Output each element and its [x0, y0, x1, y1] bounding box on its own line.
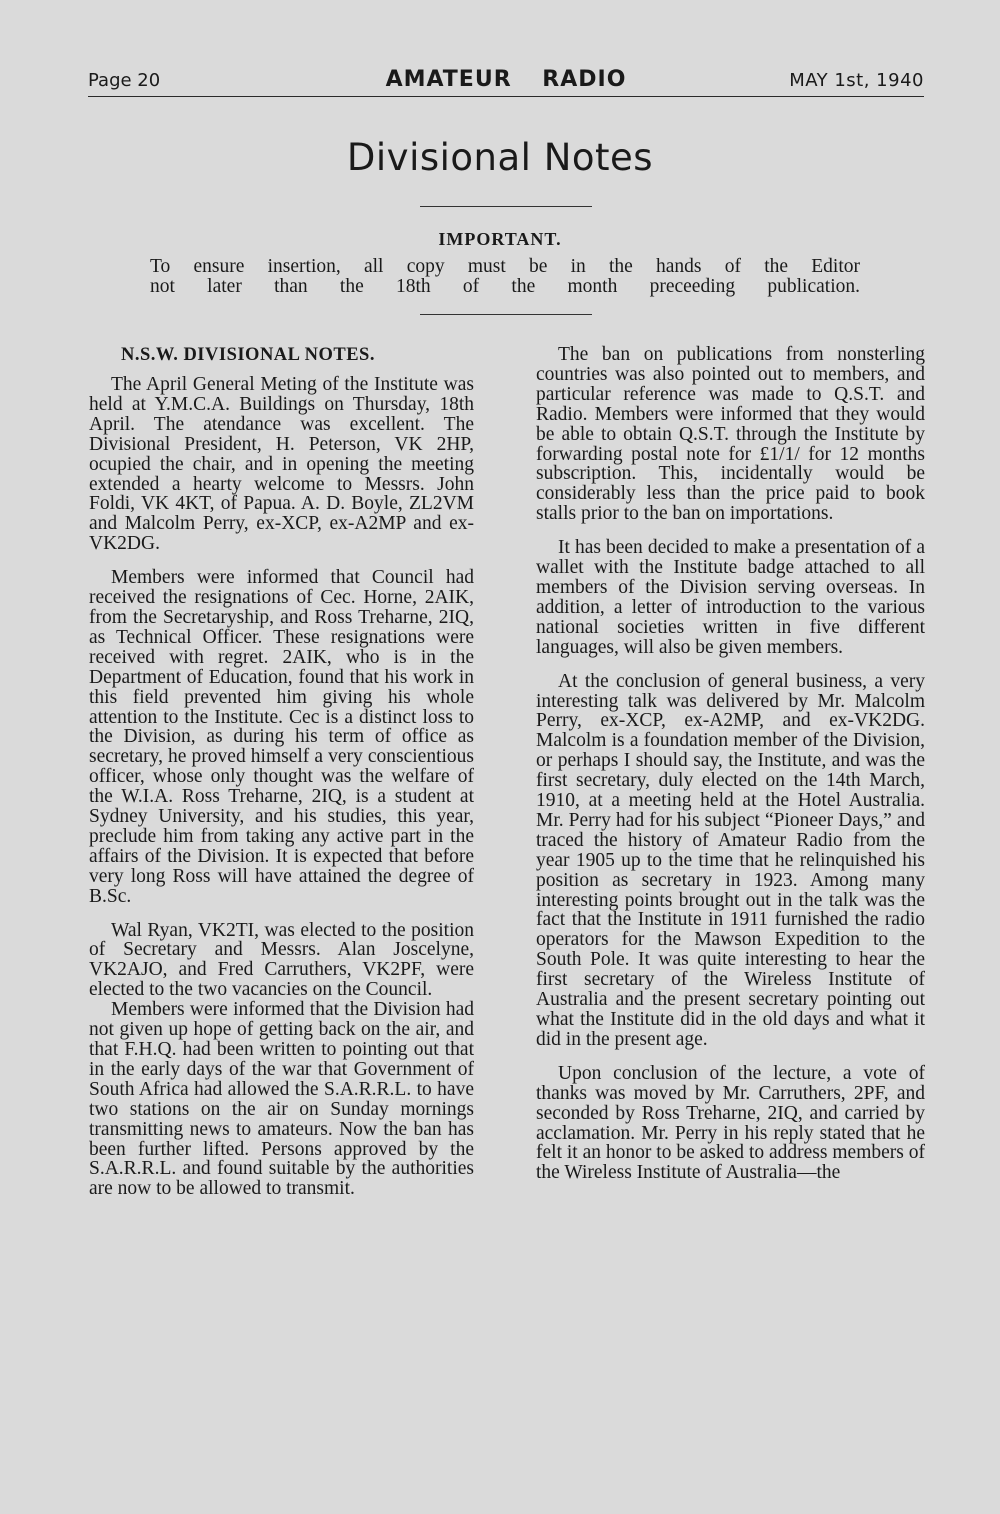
left-column	[89, 345, 474, 1213]
publication-title: AMATEUR RADIO	[385, 67, 627, 92]
notice-line: not later than the 18th of the month preceeding publication.	[150, 276, 860, 297]
running-header	[88, 66, 924, 97]
article-paragraph: It has been decided to make a presentation of a wallet with the Institute badge attached to all members of the Division serving overseas. In addition, a letter of introduction to the various national societies written in five different languages, will also be given members.	[536, 537, 925, 658]
article-paragraph: At the conclusion of general business, a very interesting talk was delivered by Mr. Malcolm Perry, ex-XCP, ex-A2MP, and ex-VK2DG. Malcolm is a foundation member of the Division, or perhaps I should say, the Institute, and was the first secretary, duly elected on the 14th March, 1910, at a meeting held at the Hotel Australia. Mr. Perry had for his subject “Pioneer Days,” and traced the history of Amateur Radio from the year 1905 up to the time that he relinquished his position as secretary in 1923. Among many interesting points brought out in the talk was the fact that the Institute in 1911 furnished the radio operators for the Mawson Expedition to the South Pole. It was quite interesting to hear the first secretary of the Wireless Institute of Australia and the present secretary pointing out what the Institute did in the old days and what it did in the present age.	[536, 670, 925, 1050]
right-column	[536, 345, 925, 1197]
article-paragraph: Wal Ryan, VK2TI, was elected to the position of Secretary and Messrs. Alan Joscelyne, VK2AJO, and Fred Carruthers, VK2PF, were elected to the two vacancies on the Council.	[89, 919, 474, 1001]
article-paragraph: Members were informed that the Division had not given up hope of getting back on the air, and that F.H.Q. had been written to pointing out that in the early days of the war that Government of South Africa had allowed the S.A.R.R.L. to have two stations on the air on Sunday mornings transmitting news to amateurs. Now the ban has been further lifted. Persons approved by the S.A.R.R.L. and found suitable by the authorities are now to be allowed to transmit.	[89, 999, 474, 1200]
notice-heading: IMPORTANT.	[438, 229, 562, 249]
article-paragraph: The ban on publications from nonsterling countries was also pointed out to members, and particular reference was made to Q.S.T. and Radio. Members were informed that they would be able to obtain Q.S.T. through the Institute by forwarding postal note for £1/1/ for 12 months subscription. This, incidentally would be considerably less than the price paid to book stalls prior to the ban on importations.	[536, 344, 925, 525]
divider-bottom	[420, 314, 592, 315]
divider-top	[420, 206, 592, 207]
page-title: Divisional Notes	[346, 136, 654, 179]
section-heading: N.S.W. DIVISIONAL NOTES.	[121, 345, 375, 365]
article-paragraph: The April General Meting of the Institute was held at Y.M.C.A. Buildings on Thursday, 18th April. The atendance was excellent. The Divisional President, H. Peterson, VK 2HP, ocupied the chair, and in opening the meeting extended a hearty welcome to Messrs. John Foldi, VK 4KT, of Papua. A. D. Boyle, ZL2VM and Malcolm Perry, ex-XCP, ex-A2MP and ex-VK2DG.	[89, 374, 474, 555]
page-number: Page 20	[88, 70, 161, 91]
article-paragraph: Upon conclusion of the lecture, a vote of thanks was moved by Mr. Carruthers, 2PF, and seconded by Ross Treharne, 2IQ, and carried by acclamation. Mr. Perry in his reply stated that he felt it an honor to be asked to address members of the Wireless Institute of Australia—the	[536, 1062, 925, 1184]
issue-date: MAY 1st, 1940	[789, 70, 924, 91]
article-paragraph: Members were informed that Council had received the resignations of Cec. Horne, 2AIK, from the Secretaryship, and Ross Treharne, 2IQ, as Technical Officer. These resignations were received with regret. 2AIK, who is in the Department of Education, found that his work in this field prevented him giving his whole attention to the Institute. Cec is a distinct loss to the Division, as during his term of office as secretary, he proved himself a very conscientious officer, whose only thought was the welfare of the W.I.A. Ross Treharne, 2IQ, is a student at Sydney University, and his studies, this year, preclude him from taking any active part in the affairs of the Division. It is expected that before very long Ross will have attained the degree of B.Sc.	[89, 567, 474, 907]
notice-text	[150, 257, 860, 297]
notice-line: To ensure insertion, all copy must be in the hands of the Editor	[150, 256, 860, 277]
